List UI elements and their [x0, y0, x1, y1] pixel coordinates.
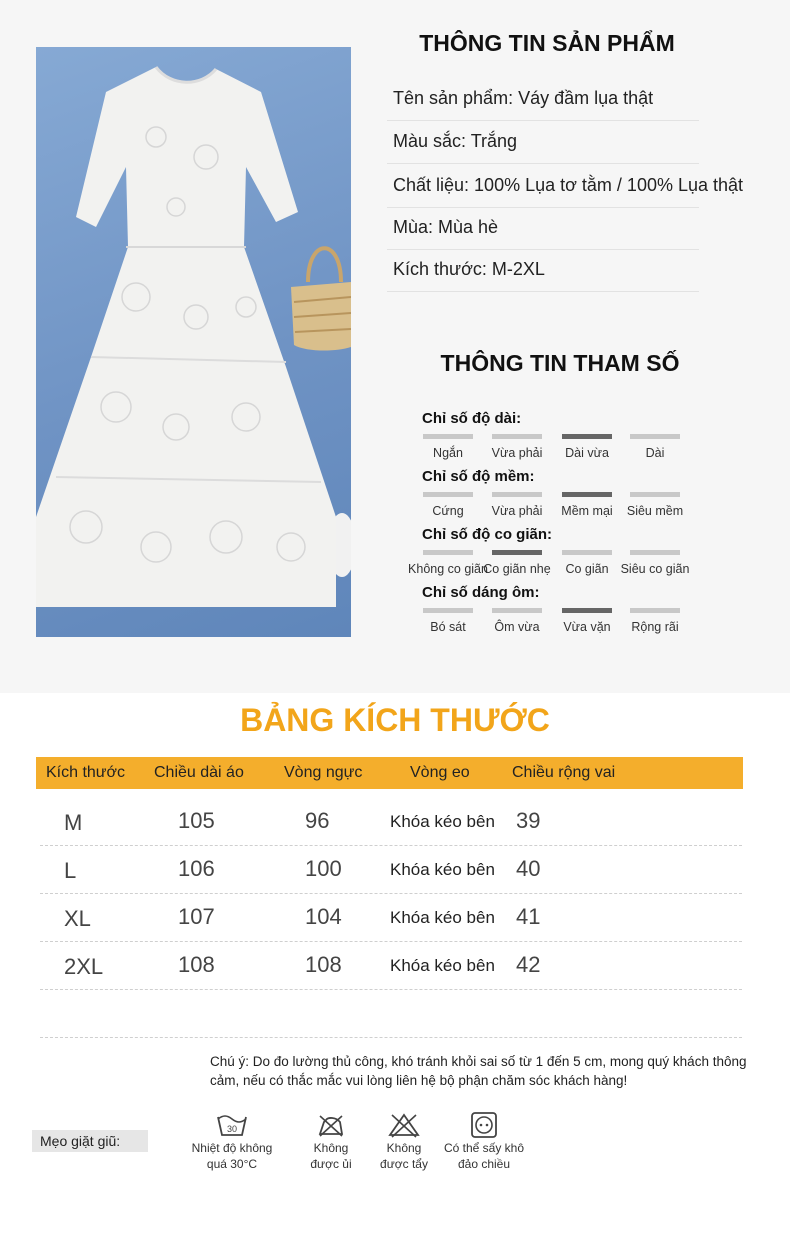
table-row-empty [40, 990, 742, 1038]
param-bar-2-3 [630, 550, 680, 555]
table-row [40, 798, 742, 846]
info-row-material: Chất liệu: 100% Lụa tơ tằm / 100% Lụa thật [387, 165, 699, 208]
info-row-name: Tên sản phẩm: Váy đầm lụa thật [387, 78, 699, 121]
care-text-dry [434, 1140, 534, 1172]
care-dry-line2: đảo chiều [457, 1157, 511, 1171]
header-length: Chiều dài áo [154, 764, 244, 781]
param-bar-2-2 [562, 550, 612, 555]
table-cell: 108 [305, 952, 342, 977]
param-label-1: Chỉ số độ mềm: [422, 468, 535, 485]
param-option-0-0: Ngắn [433, 446, 463, 460]
param-option-0-3: Dài [645, 446, 665, 460]
info-row-color: Màu sắc: Trắng [387, 121, 699, 164]
param-option-2-3: Siêu co giãn [620, 562, 690, 576]
param-option-2-1: Co giãn nhẹ [483, 562, 551, 576]
table-cell: 40 [516, 856, 541, 881]
table-cell: XL [64, 906, 91, 931]
param-option-2-2: Co giãn [565, 562, 609, 576]
no-iron-icon [314, 1112, 348, 1138]
table-cell: 41 [516, 904, 541, 929]
table-cell: 107 [178, 904, 215, 929]
measurement-note: Chú ý: Do đo lường thủ công, khó tránh khỏi sai số từ 1 đến 5 cm, mong quý khách thông cảm, nếu có thắc mắc vui lòng liên hệ bộ phận chăm sóc khách hàng! [210, 1054, 747, 1088]
table-cell: 104 [305, 904, 342, 929]
param-bar-3-3 [630, 608, 680, 613]
care-bleach-line2: được tẩy [380, 1157, 428, 1171]
param-bar-1-2 [562, 492, 612, 497]
param-bar-0-2 [562, 434, 612, 439]
care-label: Mẹo giặt giũ: [32, 1130, 148, 1152]
param-option-3-2: Vừa vặn [563, 620, 611, 634]
care-wash-line1: Nhiệt độ không [191, 1141, 273, 1155]
param-option-2-0: Không co giãn [408, 562, 488, 576]
param-bar-0-3 [630, 434, 680, 439]
param-bar-1-0 [423, 492, 473, 497]
table-cell: 96 [305, 808, 330, 833]
table-cell: 106 [178, 856, 215, 881]
table-row [40, 894, 742, 942]
param-bar-2-1 [492, 550, 542, 555]
parameters-title: THÔNG TIN THAM SỐ [440, 350, 680, 376]
care-text-wash [182, 1140, 282, 1172]
table-cell: Khóa kéo bên [390, 860, 495, 879]
care-iron-line1: Không [313, 1141, 349, 1155]
info-row-size: Kích thước: M-2XL [387, 249, 699, 292]
header-shoulder: Chiều rộng vai [512, 764, 616, 781]
param-option-3-3: Rộng rãi [631, 620, 679, 634]
param-option-3-1: Ôm vừa [494, 620, 540, 634]
param-option-0-1: Vừa phải [491, 446, 543, 460]
size-table-header [36, 757, 743, 789]
no-bleach-icon [387, 1112, 421, 1138]
wash-30-icon [215, 1112, 249, 1138]
param-option-1-3: Siêu mềm [626, 504, 684, 518]
size-table-title: BẢNG KÍCH THƯỚC [240, 702, 550, 738]
table-row [40, 846, 742, 894]
care-bleach-line1: Không [386, 1141, 422, 1155]
care-item-wash [182, 1112, 282, 1172]
param-label-2: Chỉ số độ co giãn: [422, 526, 552, 543]
table-cell: 105 [178, 808, 215, 833]
tumble-dry-icon [467, 1112, 501, 1138]
param-bar-3-0 [423, 608, 473, 613]
table-row [40, 942, 742, 990]
param-bar-0-1 [492, 434, 542, 439]
product-info-title: THÔNG TIN SẢN PHẨM [419, 30, 675, 56]
table-cell: Khóa kéo bên [390, 956, 495, 975]
care-dry-line1: Có thể sấy khô [443, 1141, 525, 1155]
param-option-1-2: Mềm mại [561, 504, 613, 518]
product-photo [36, 47, 351, 637]
param-option-1-0: Cứng [432, 504, 464, 518]
table-cell: 39 [516, 808, 541, 833]
param-option-1-1: Vừa phải [491, 504, 543, 518]
info-row-season: Mùa: Mùa hè [387, 207, 699, 250]
table-cell: L [64, 858, 77, 883]
param-option-0-2: Dài vừa [565, 446, 609, 460]
param-option-3-0: Bó sát [430, 620, 466, 634]
param-label-0: Chỉ số độ dài: [422, 410, 522, 427]
table-cell: Khóa kéo bên [390, 908, 495, 927]
param-bar-1-1 [492, 492, 542, 497]
care-wash-line2: quá 30°C [206, 1157, 258, 1171]
param-bar-3-2 [562, 608, 612, 613]
care-iron-line2: được ủi [310, 1157, 352, 1171]
param-bar-2-0 [423, 550, 473, 555]
param-bar-0-0 [423, 434, 473, 439]
table-cell: Khóa kéo bên [390, 812, 495, 831]
param-label-3: Chỉ số dáng ôm: [422, 584, 540, 601]
table-cell: 42 [516, 952, 541, 977]
param-bar-3-1 [492, 608, 542, 613]
table-cell: 100 [305, 856, 342, 881]
table-cell: 2XL [64, 954, 104, 979]
table-cell: 108 [178, 952, 215, 977]
care-item-dry [434, 1112, 534, 1172]
header-chest: Vòng ngực [284, 764, 363, 781]
table-cell: M [64, 810, 83, 835]
header-size: Kích thước [46, 764, 126, 781]
header-waist: Vòng eo [410, 764, 470, 781]
wash-temp-text: 30 [226, 1124, 238, 1134]
param-bar-1-3 [630, 492, 680, 497]
